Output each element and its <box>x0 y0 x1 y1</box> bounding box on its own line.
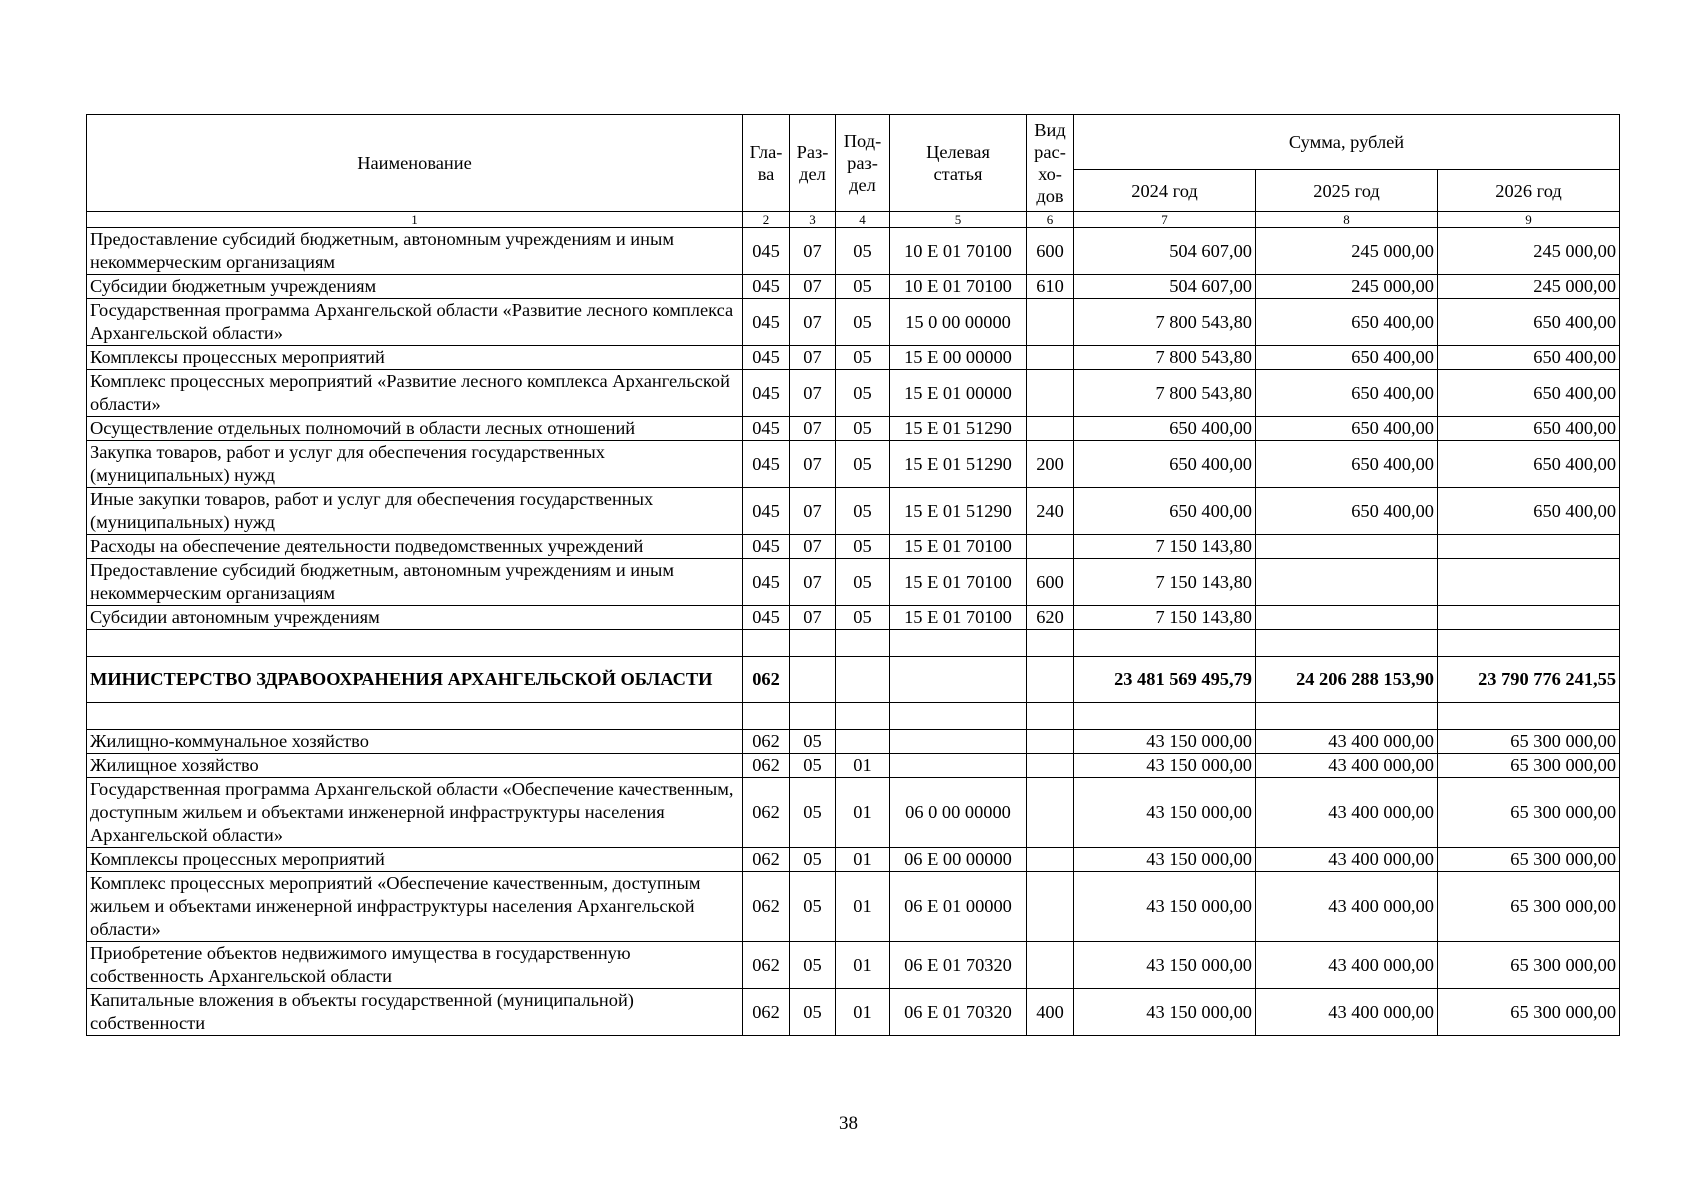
table-row <box>87 535 1620 559</box>
row-glava: 045 <box>743 370 790 417</box>
row-sum-2026: 65 300 000,00 <box>1438 942 1620 989</box>
row-tselevaya: 10 Е 01 70100 <box>890 275 1027 299</box>
row-sum-2024: 650 400,00 <box>1074 441 1256 488</box>
row-vid <box>1027 778 1074 848</box>
row-razdel: 07 <box>790 370 836 417</box>
header-tselevaya: Целевая статья <box>890 115 1027 212</box>
row-razdel: 07 <box>790 299 836 346</box>
table-row <box>87 488 1620 535</box>
row-name: Комплекс процессных мероприятий «Развитие лесного комплекса Архангельской области» <box>87 370 743 417</box>
row-sum-2025: 650 400,00 <box>1256 299 1438 346</box>
table-row <box>87 559 1620 606</box>
row-glava: 045 <box>743 535 790 559</box>
row-sum-2025: 43 400 000,00 <box>1256 848 1438 872</box>
column-number: 5 <box>890 212 1027 228</box>
row-tselevaya: 06 0 00 00000 <box>890 778 1027 848</box>
table-header <box>87 115 1620 212</box>
header-year-2026: 2026 год <box>1438 170 1620 212</box>
column-number: 3 <box>790 212 836 228</box>
row-sum-2025: 43 400 000,00 <box>1256 754 1438 778</box>
row-sum-2024: 7 150 143,80 <box>1074 606 1256 630</box>
row-sum-2025: 43 400 000,00 <box>1256 872 1438 942</box>
row-glava: 062 <box>743 778 790 848</box>
row-tselevaya: 15 0 00 00000 <box>890 299 1027 346</box>
row-sum-2026: 65 300 000,00 <box>1438 754 1620 778</box>
row-tselevaya: 06 Е 01 70320 <box>890 942 1027 989</box>
row-tselevaya: 15 Е 01 70100 <box>890 559 1027 606</box>
row-podrazdel: 05 <box>836 606 890 630</box>
row-vid: 620 <box>1027 606 1074 630</box>
row-podrazdel: 05 <box>836 488 890 535</box>
row-sum-2025: 650 400,00 <box>1256 488 1438 535</box>
row-sum-2024: 7 150 143,80 <box>1074 535 1256 559</box>
row-sum-2026 <box>1438 559 1620 606</box>
row-podrazdel: 05 <box>836 275 890 299</box>
row-tselevaya: 15 Е 00 00000 <box>890 346 1027 370</box>
row-glava: 045 <box>743 346 790 370</box>
row-razdel: 07 <box>790 559 836 606</box>
row-name: Предоставление субсидий бюджетным, автономным учреждениям и иным некоммерческим организациям <box>87 228 743 275</box>
row-vid <box>1027 630 1074 657</box>
row-sum-2024: 650 400,00 <box>1074 488 1256 535</box>
row-vid <box>1027 942 1074 989</box>
row-sum-2026: 245 000,00 <box>1438 275 1620 299</box>
row-name: Субсидии автономным учреждениям <box>87 606 743 630</box>
row-glava: 062 <box>743 730 790 754</box>
row-sum-2024: 43 150 000,00 <box>1074 754 1256 778</box>
row-sum-2024: 23 481 569 495,79 <box>1074 657 1256 703</box>
row-name: Приобретение объектов недвижимого имущества в государственную собственность Архангельской области <box>87 942 743 989</box>
row-vid <box>1027 417 1074 441</box>
row-sum-2024: 504 607,00 <box>1074 275 1256 299</box>
table-row <box>87 657 1620 703</box>
row-sum-2024: 7 800 543,80 <box>1074 346 1256 370</box>
row-sum-2026: 65 300 000,00 <box>1438 848 1620 872</box>
row-name: Комплексы процессных мероприятий <box>87 346 743 370</box>
row-name: Иные закупки товаров, работ и услуг для обеспечения государственных (муниципальных) нужд <box>87 488 743 535</box>
table-row <box>87 441 1620 488</box>
row-sum-2026: 650 400,00 <box>1438 417 1620 441</box>
row-podrazdel <box>836 630 890 657</box>
row-podrazdel: 01 <box>836 872 890 942</box>
row-name: Закупка товаров, работ и услуг для обеспечения государственных (муниципальных) нужд <box>87 441 743 488</box>
row-sum-2024: 504 607,00 <box>1074 228 1256 275</box>
row-sum-2025: 43 400 000,00 <box>1256 778 1438 848</box>
header-glava: Гла- ва <box>743 115 790 212</box>
row-sum-2025: 43 400 000,00 <box>1256 989 1438 1036</box>
column-number: 4 <box>836 212 890 228</box>
row-tselevaya: 06 Е 01 70320 <box>890 989 1027 1036</box>
header-name: Наименование <box>87 115 743 212</box>
row-glava: 062 <box>743 657 790 703</box>
row-vid <box>1027 370 1074 417</box>
row-name: Предоставление субсидий бюджетным, автономным учреждениям и иным некоммерческим организациям <box>87 559 743 606</box>
row-razdel <box>790 703 836 730</box>
row-podrazdel: 05 <box>836 559 890 606</box>
table-row <box>87 417 1620 441</box>
table-body <box>87 212 1620 1036</box>
row-sum-2026: 65 300 000,00 <box>1438 730 1620 754</box>
column-number: 6 <box>1027 212 1074 228</box>
row-sum-2024: 43 150 000,00 <box>1074 730 1256 754</box>
row-tselevaya <box>890 657 1027 703</box>
row-podrazdel: 01 <box>836 942 890 989</box>
row-glava: 045 <box>743 606 790 630</box>
header-year-2024: 2024 год <box>1074 170 1256 212</box>
row-podrazdel: 01 <box>836 754 890 778</box>
row-vid <box>1027 872 1074 942</box>
row-name: Расходы на обеспечение деятельности подведомственных учреждений <box>87 535 743 559</box>
table-row <box>87 778 1620 848</box>
row-sum-2026 <box>1438 703 1620 730</box>
row-razdel <box>790 657 836 703</box>
row-name: Государственная программа Архангельской области «Обеспечение качественным, доступным жильем и объектами инженерной инфраструктуры населения Архангельской области» <box>87 778 743 848</box>
row-tselevaya: 15 Е 01 70100 <box>890 606 1027 630</box>
row-podrazdel <box>836 657 890 703</box>
row-razdel: 05 <box>790 754 836 778</box>
row-tselevaya: 10 Е 01 70100 <box>890 228 1027 275</box>
table-row <box>87 606 1620 630</box>
table-row <box>87 848 1620 872</box>
row-podrazdel: 05 <box>836 417 890 441</box>
table-row <box>87 299 1620 346</box>
row-sum-2026: 650 400,00 <box>1438 299 1620 346</box>
row-sum-2024: 43 150 000,00 <box>1074 778 1256 848</box>
row-name: Государственная программа Архангельской области «Развитие лесного комплекса Архангельской области» <box>87 299 743 346</box>
row-tselevaya: 15 Е 01 00000 <box>890 370 1027 417</box>
row-glava: 045 <box>743 488 790 535</box>
row-vid <box>1027 346 1074 370</box>
row-glava: 062 <box>743 872 790 942</box>
row-name: Жилищно-коммунальное хозяйство <box>87 730 743 754</box>
row-sum-2025 <box>1256 535 1438 559</box>
column-number: 8 <box>1256 212 1438 228</box>
row-podrazdel: 01 <box>836 989 890 1036</box>
table-row <box>87 346 1620 370</box>
row-razdel: 05 <box>790 848 836 872</box>
row-sum-2026 <box>1438 535 1620 559</box>
row-razdel: 07 <box>790 346 836 370</box>
row-razdel: 05 <box>790 872 836 942</box>
row-sum-2024: 7 150 143,80 <box>1074 559 1256 606</box>
row-sum-2025: 43 400 000,00 <box>1256 730 1438 754</box>
row-vid <box>1027 703 1074 730</box>
row-sum-2026: 245 000,00 <box>1438 228 1620 275</box>
row-tselevaya: 06 Е 00 00000 <box>890 848 1027 872</box>
row-name: Комплекс процессных мероприятий «Обеспечение качественным, доступным жильем и объектами инженерной инфраструктуры населения Архангельской области» <box>87 872 743 942</box>
row-sum-2026: 23 790 776 241,55 <box>1438 657 1620 703</box>
column-number: 9 <box>1438 212 1620 228</box>
row-razdel: 05 <box>790 778 836 848</box>
row-sum-2025: 650 400,00 <box>1256 441 1438 488</box>
row-tselevaya <box>890 730 1027 754</box>
row-vid <box>1027 535 1074 559</box>
table-row <box>87 730 1620 754</box>
row-sum-2025: 650 400,00 <box>1256 370 1438 417</box>
header-razdel: Раз- дел <box>790 115 836 212</box>
row-glava: 045 <box>743 441 790 488</box>
row-sum-2025: 650 400,00 <box>1256 417 1438 441</box>
page-number: 38 <box>839 1113 858 1134</box>
row-sum-2025: 43 400 000,00 <box>1256 942 1438 989</box>
column-number: 1 <box>87 212 743 228</box>
row-tselevaya: 15 Е 01 51290 <box>890 417 1027 441</box>
row-vid <box>1027 299 1074 346</box>
column-number: 2 <box>743 212 790 228</box>
header-year-2025: 2025 год <box>1256 170 1438 212</box>
header-podrazdel: Под- раз- дел <box>836 115 890 212</box>
row-sum-2026: 650 400,00 <box>1438 370 1620 417</box>
row-razdel: 07 <box>790 441 836 488</box>
row-sum-2025: 24 206 288 153,90 <box>1256 657 1438 703</box>
table-row <box>87 370 1620 417</box>
row-sum-2026: 65 300 000,00 <box>1438 989 1620 1036</box>
row-vid: 610 <box>1027 275 1074 299</box>
row-glava: 062 <box>743 754 790 778</box>
table-row <box>87 275 1620 299</box>
row-name: Субсидии бюджетным учреждениям <box>87 275 743 299</box>
table-row <box>87 703 1620 730</box>
row-tselevaya <box>890 703 1027 730</box>
row-razdel: 07 <box>790 228 836 275</box>
row-sum-2025 <box>1256 630 1438 657</box>
row-razdel <box>790 630 836 657</box>
table-row <box>87 630 1620 657</box>
row-razdel: 07 <box>790 275 836 299</box>
row-vid <box>1027 730 1074 754</box>
row-tselevaya: 15 Е 01 51290 <box>890 488 1027 535</box>
row-glava: 062 <box>743 989 790 1036</box>
row-vid: 400 <box>1027 989 1074 1036</box>
row-podrazdel: 05 <box>836 535 890 559</box>
row-sum-2024 <box>1074 630 1256 657</box>
row-razdel: 07 <box>790 488 836 535</box>
row-vid: 240 <box>1027 488 1074 535</box>
row-razdel: 07 <box>790 417 836 441</box>
table-row <box>87 228 1620 275</box>
row-razdel: 07 <box>790 535 836 559</box>
header-summa: Сумма, рублей <box>1074 115 1620 170</box>
row-tselevaya: 15 Е 01 51290 <box>890 441 1027 488</box>
row-podrazdel: 01 <box>836 778 890 848</box>
row-sum-2025: 245 000,00 <box>1256 228 1438 275</box>
row-podrazdel: 05 <box>836 346 890 370</box>
row-sum-2025 <box>1256 606 1438 630</box>
row-glava: 045 <box>743 559 790 606</box>
row-podrazdel: 05 <box>836 370 890 417</box>
row-vid <box>1027 754 1074 778</box>
row-name: Жилищное хозяйство <box>87 754 743 778</box>
row-tselevaya <box>890 754 1027 778</box>
row-sum-2026: 650 400,00 <box>1438 488 1620 535</box>
row-razdel: 05 <box>790 942 836 989</box>
row-vid <box>1027 848 1074 872</box>
row-glava: 062 <box>743 848 790 872</box>
row-podrazdel: 05 <box>836 441 890 488</box>
row-sum-2026: 650 400,00 <box>1438 346 1620 370</box>
row-sum-2026 <box>1438 606 1620 630</box>
row-glava: 045 <box>743 275 790 299</box>
column-number: 7 <box>1074 212 1256 228</box>
row-tselevaya <box>890 630 1027 657</box>
row-vid <box>1027 657 1074 703</box>
row-sum-2024: 43 150 000,00 <box>1074 989 1256 1036</box>
budget-table <box>86 114 1620 1036</box>
row-sum-2024: 43 150 000,00 <box>1074 942 1256 989</box>
column-number-row <box>87 212 1620 228</box>
row-sum-2024: 7 800 543,80 <box>1074 299 1256 346</box>
row-glava: 045 <box>743 228 790 275</box>
row-razdel: 05 <box>790 730 836 754</box>
table-row <box>87 754 1620 778</box>
row-sum-2026: 65 300 000,00 <box>1438 778 1620 848</box>
row-glava: 045 <box>743 299 790 346</box>
row-glava <box>743 630 790 657</box>
table-row <box>87 989 1620 1036</box>
table-row <box>87 872 1620 942</box>
row-podrazdel <box>836 703 890 730</box>
row-sum-2024: 7 800 543,80 <box>1074 370 1256 417</box>
row-razdel: 07 <box>790 606 836 630</box>
row-name <box>87 703 743 730</box>
row-glava: 045 <box>743 417 790 441</box>
row-name: Комплексы процессных мероприятий <box>87 848 743 872</box>
row-glava <box>743 703 790 730</box>
row-tselevaya: 06 Е 01 00000 <box>890 872 1027 942</box>
row-name <box>87 630 743 657</box>
table-row <box>87 942 1620 989</box>
row-glava: 062 <box>743 942 790 989</box>
row-sum-2026: 650 400,00 <box>1438 441 1620 488</box>
header-vid: Вид рас- хо- дов <box>1027 115 1074 212</box>
row-tselevaya: 15 Е 01 70100 <box>890 535 1027 559</box>
row-sum-2025 <box>1256 559 1438 606</box>
row-podrazdel <box>836 730 890 754</box>
row-vid: 600 <box>1027 228 1074 275</box>
row-name: МИНИСТЕРСТВО ЗДРАВООХРАНЕНИЯ АРХАНГЕЛЬСКОЙ ОБЛАСТИ <box>87 657 743 703</box>
row-sum-2025: 650 400,00 <box>1256 346 1438 370</box>
row-name: Осуществление отдельных полномочий в области лесных отношений <box>87 417 743 441</box>
row-sum-2024 <box>1074 703 1256 730</box>
row-podrazdel: 01 <box>836 848 890 872</box>
row-vid: 600 <box>1027 559 1074 606</box>
row-sum-2025: 245 000,00 <box>1256 275 1438 299</box>
row-sum-2024: 650 400,00 <box>1074 417 1256 441</box>
row-sum-2024: 43 150 000,00 <box>1074 848 1256 872</box>
row-vid: 200 <box>1027 441 1074 488</box>
row-podrazdel: 05 <box>836 228 890 275</box>
row-name: Капитальные вложения в объекты государственной (муниципальной) собственности <box>87 989 743 1036</box>
row-sum-2026 <box>1438 630 1620 657</box>
row-podrazdel: 05 <box>836 299 890 346</box>
row-razdel: 05 <box>790 989 836 1036</box>
row-sum-2025 <box>1256 703 1438 730</box>
row-sum-2024: 43 150 000,00 <box>1074 872 1256 942</box>
row-sum-2026: 65 300 000,00 <box>1438 872 1620 942</box>
